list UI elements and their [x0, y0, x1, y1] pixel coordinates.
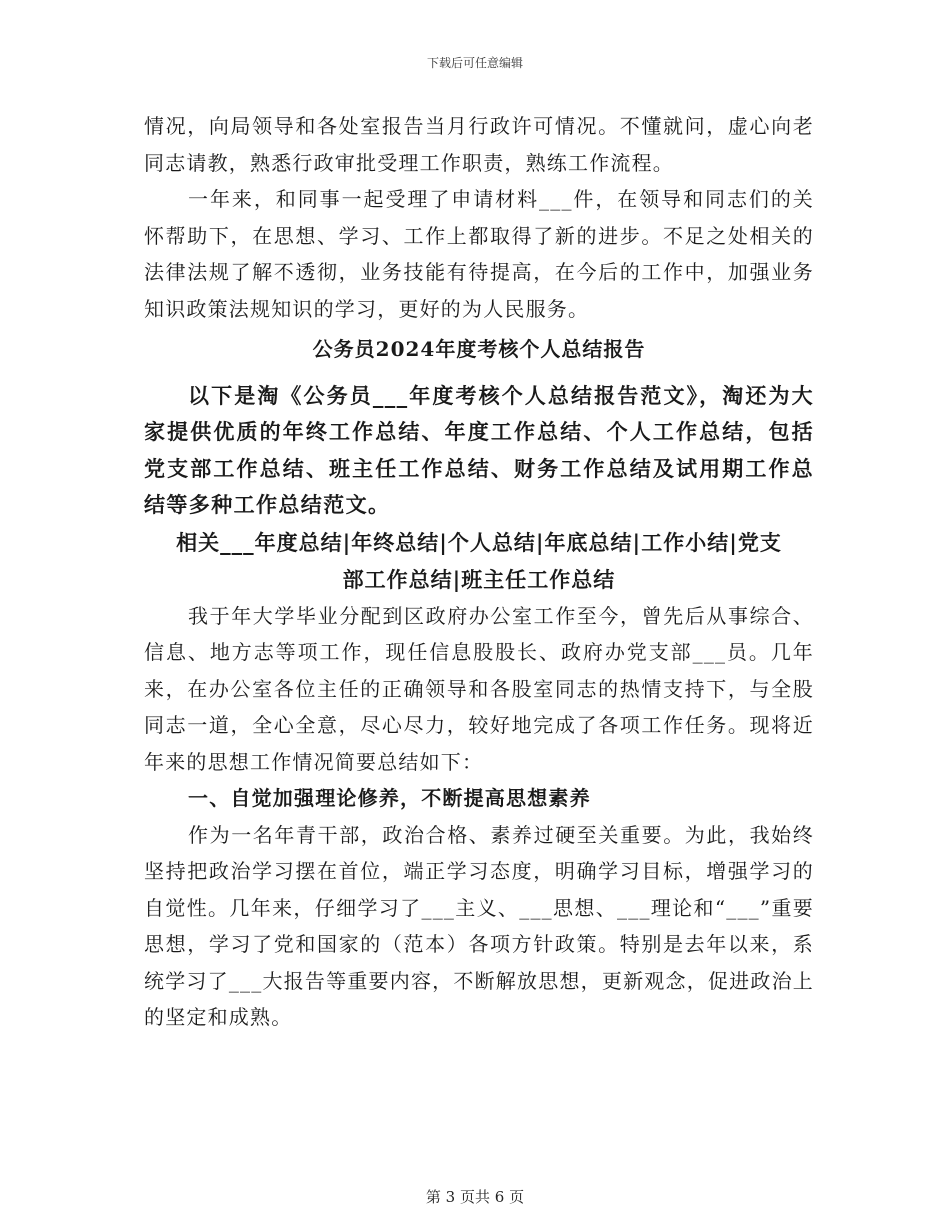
section-paragraph: 作为一名年青干部，政治合格、素养过硬至关重要。为此，我始终坚持把政治学习摆在首位，端正学习态度，明确学习目标，增强学习的自觉性。几年来，仔细学习了___主义、___思想、___理论和“___”重要思想，学习了党和国家的（范本）各项方针政策。特别是去年以来，系统学习了___大报告等重要内容，不断解放思想，更新观念，促进政治上的坚定和成熟。 [144, 822, 814, 1029]
related-links-line-1: 相关___年度总结|年终总结|个人总结|年底总结|工作小结|党支 [176, 529, 782, 555]
paragraph-continued: 情况，向局领导和各处室报告当月行政许可情况。不懂就问，虚心向老同志请教，熟悉行政审批受理工作职责，熟练工作流程。 [144, 114, 814, 175]
document-body [144, 108, 814, 1036]
related-links-line-2: 部工作总结|班主任工作总结 [342, 566, 616, 592]
intro-paragraph: 以下是淘《公务员___年度考核个人总结报告范文》，淘还为大家提供优质的年终工作总结、年度工作总结、个人工作总结，包括党支部工作总结、班主任工作总结、财务工作总结及试用期工作总结等多种工作总结范文。 [144, 382, 814, 517]
page-footer: 第 3 页共 6 页 [425, 1188, 525, 1206]
section-heading: 一、自觉加强理论修养，不断提高思想素养 [188, 786, 591, 810]
page-header: 下载后可任意编辑 [426, 56, 523, 70]
document-title: 公务员2024年度考核个人总结报告 [312, 337, 646, 361]
body-paragraph: 我于年大学毕业分配到区政府办公室工作至今，曾先后从事综合、信息、地方志等项工作，现任信息股股长、政府办党支部___员。几年来，在办公室各位主任的正确领导和各股室同志的热情支持下，与全股同志一道，全心全意，尽心尽力，较好地完成了各项工作任务。现将近年来的思想工作情况简要总结如下： [144, 603, 814, 774]
paragraph-year-summary: 一年来，和同事一起受理了申请材料___件，在领导和同志们的关怀帮助下，在思想、学习、工作上都取得了新的进步。不足之处相关的法律法规了解不透彻，业务技能有待提高，在今后的工作中，加强业务知识政策法规知识的学习，更好的为人民服务。 [144, 187, 814, 321]
